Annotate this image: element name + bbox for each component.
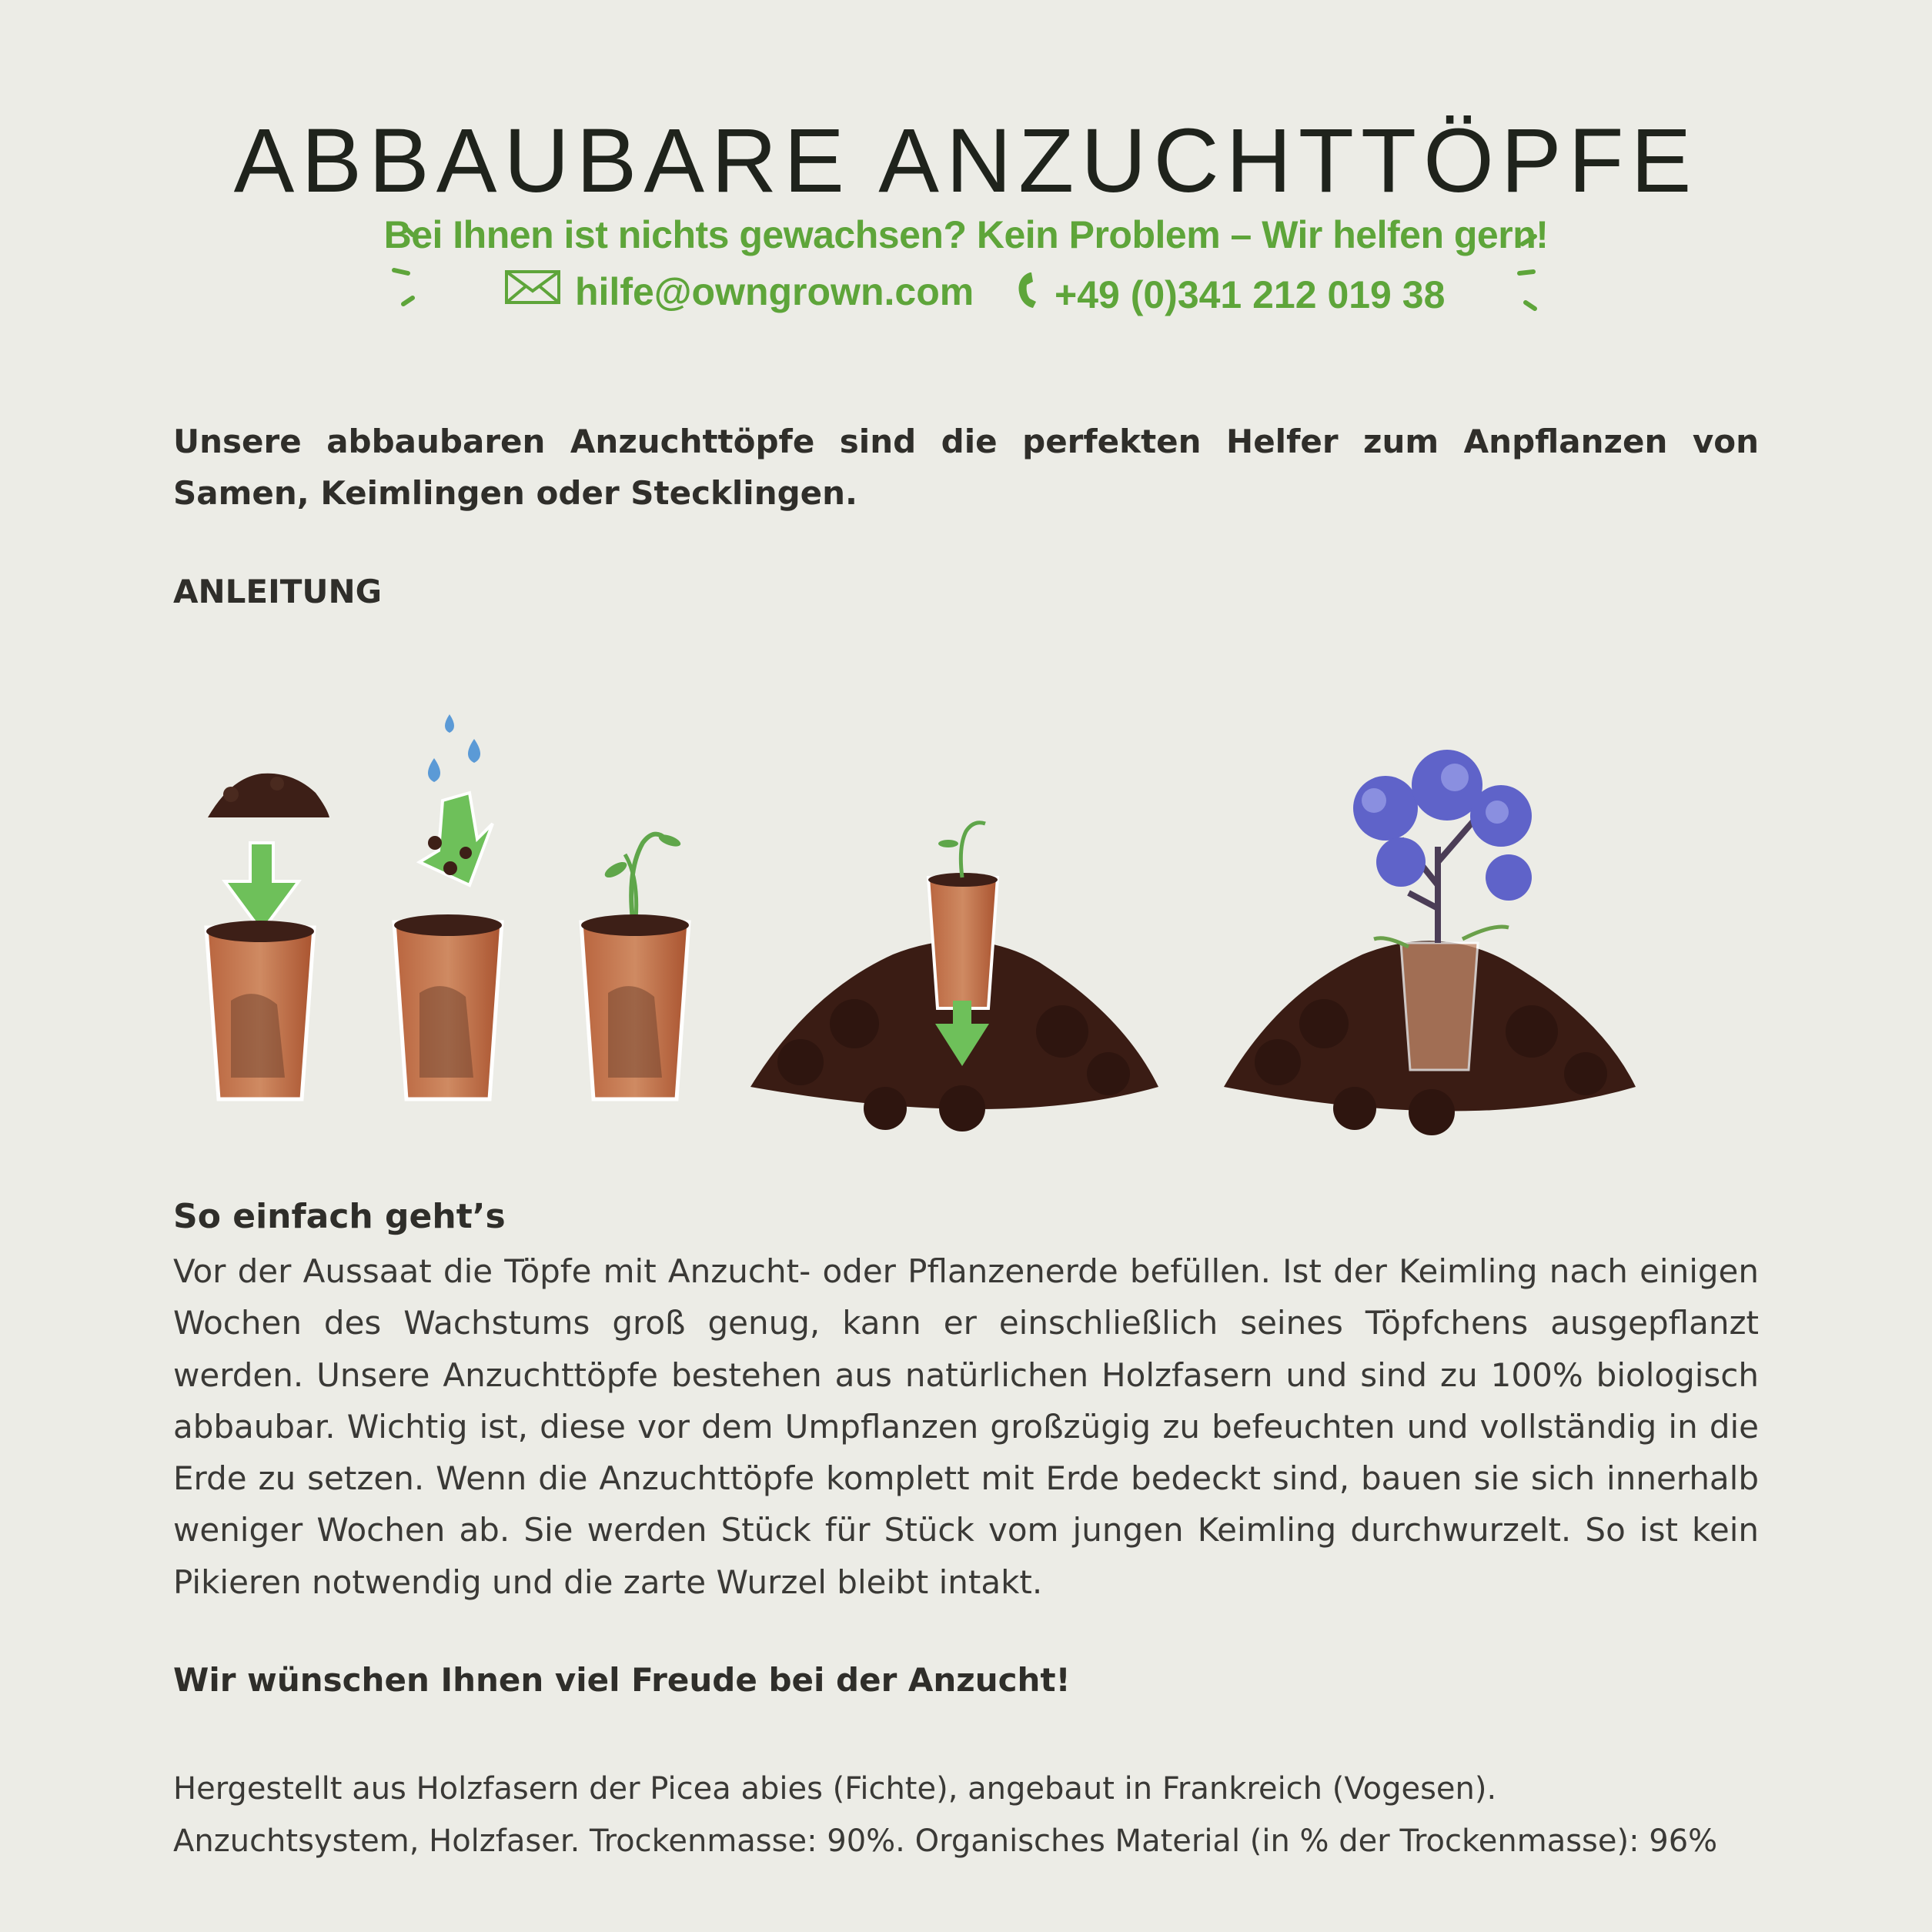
origin-line-1: Hergestellt aus Holzfasern der Picea abies (Fichte), angebaut in Frankreich (Vogesen).: [173, 1771, 1497, 1807]
intro-text: Unsere abbaubaren Anzuchttöpfe sind die perfekten Helfer zum Anpflanzen von Samen, Keimlingen oder Stecklingen.: [173, 423, 1759, 512]
howto-text: Vor der Aussaat die Töpfe mit Anzucht- oder Pflanzenerde befüllen. Ist der Keimling nach einigen Wochen des Wachstums groß genug, kann er einschließlich seines Töpfchens ausgepflanzt werden. Unsere Anzuchttöpfe bestehen aus natürlichen Holzfasern und sind zu 100% biologisch abbaubar. Wichtig ist, diese vor dem Umpflanzen großzügig zu befeuchten und vollständig in die Erde zu setzen. Wenn die Anzuchttöpfe komplett mit Erde bedeckt sind, bauen sie sich innerhalb weniger Wochen ab. Sie werden Stück für Stück vom jungen Keimling durchwurzelt. So ist kein Pikieren notwendig und die zarte Wurzel bleibt intakt.: [173, 1252, 1759, 1601]
step-sprout: [581, 832, 689, 1099]
instructions-illustration: [0, 693, 1932, 1155]
howto-title: So einfach geht’s: [173, 1197, 506, 1236]
page-title: ABBAUBARE ANZUCHTTÖPFE: [233, 110, 1699, 212]
step-plant-in-soil: [750, 823, 1158, 1131]
step-grown-plant: [1224, 750, 1636, 1135]
phone-text: +49 (0)341 212 019 38: [1055, 273, 1446, 316]
step-fill-soil: [206, 774, 329, 1099]
step-sow-and-water: [394, 714, 502, 1099]
phone-icon: [1014, 269, 1041, 320]
help-headline: Bei Ihnen ist nichts gewachsen? Kein Problem – Wir helfen gern!: [383, 213, 1549, 256]
help-phone[interactable]: [1014, 269, 1445, 320]
origin-line-2: Anzuchtsystem, Holzfaser. Trockenmasse: 90%. Organisches Material (in % der Trockenmasse): 96%: [173, 1823, 1718, 1859]
origin-info: [173, 1763, 1774, 1867]
closing-wish: Wir wünschen Ihnen viel Freude bei der Anzucht!: [173, 1661, 1071, 1699]
help-email[interactable]: [504, 269, 974, 314]
envelope-icon: [504, 269, 561, 314]
email-text: hilfe@owngrown.com: [575, 270, 974, 313]
instructions-label: ANLEITUNG: [173, 573, 383, 610]
